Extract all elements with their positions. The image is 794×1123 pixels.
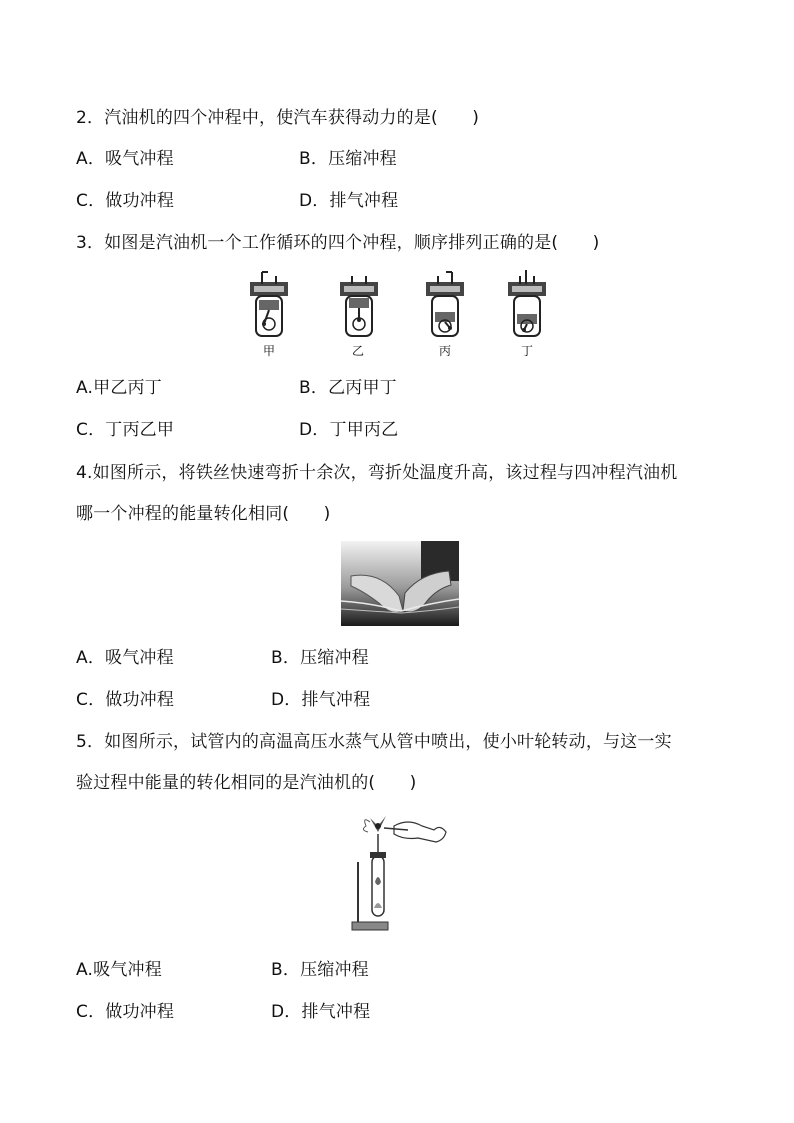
q5-stem-line1: 5．如图所示，试管内的高温高压水蒸气从管中喷出，使小叶轮转动，与这一实: [76, 732, 672, 752]
figure-caption-bing: 丙: [438, 344, 451, 358]
q4-option-b: B．压缩冲程: [271, 648, 369, 668]
figure-caption-yi: 乙: [351, 344, 364, 358]
q2-option-a: A．吸气冲程: [76, 149, 174, 169]
steam-turbine-experiment-figure: [348, 812, 452, 934]
figure-caption-jia: 甲: [262, 344, 275, 358]
q4-option-a: A．吸气冲程: [76, 648, 174, 668]
engine-stroke-yi-figure: [334, 268, 384, 342]
bending-wire-photo: [341, 541, 459, 626]
q3-option-a: A.甲乙丙丁: [76, 378, 162, 398]
q3-option-d: D．丁甲丙乙: [299, 420, 399, 440]
figure-caption-ding: 丁: [520, 344, 533, 358]
engine-stroke-ding-figure: [502, 268, 552, 342]
q4-stem-line2: 哪一个冲程的能量转化相同( ): [76, 504, 331, 524]
q5-option-a: A.吸气冲程: [76, 960, 162, 980]
q2-option-c: C．做功冲程: [76, 191, 175, 211]
q5-option-c: C．做功冲程: [76, 1002, 175, 1022]
q4-option-d: D．排气冲程: [271, 690, 371, 710]
q5-option-b: B．压缩冲程: [271, 960, 369, 980]
engine-stroke-bing-figure: [420, 268, 470, 342]
q4-option-c: C．做功冲程: [76, 690, 175, 710]
engine-stroke-jia-figure: [244, 268, 294, 342]
q4-stem-line1: 4.如图所示，将铁丝快速弯折十余次，弯折处温度升高，该过程与四冲程汽油机: [76, 463, 678, 483]
q5-option-d: D．排气冲程: [271, 1002, 371, 1022]
q5-stem-line2: 验过程中能量的转化相同的是汽油机的( ): [76, 773, 417, 793]
q2-option-d: D．排气冲程: [299, 191, 399, 211]
q2-option-b: B．压缩冲程: [299, 149, 397, 169]
q2-stem: 2．汽油机的四个冲程中，使汽车获得动力的是( ): [76, 108, 480, 128]
q3-option-c: C．丁丙乙甲: [76, 420, 175, 440]
q3-stem: 3．如图是汽油机一个工作循环的四个冲程，顺序排列正确的是( ): [76, 233, 600, 253]
q3-option-b: B．乙丙甲丁: [299, 378, 397, 398]
